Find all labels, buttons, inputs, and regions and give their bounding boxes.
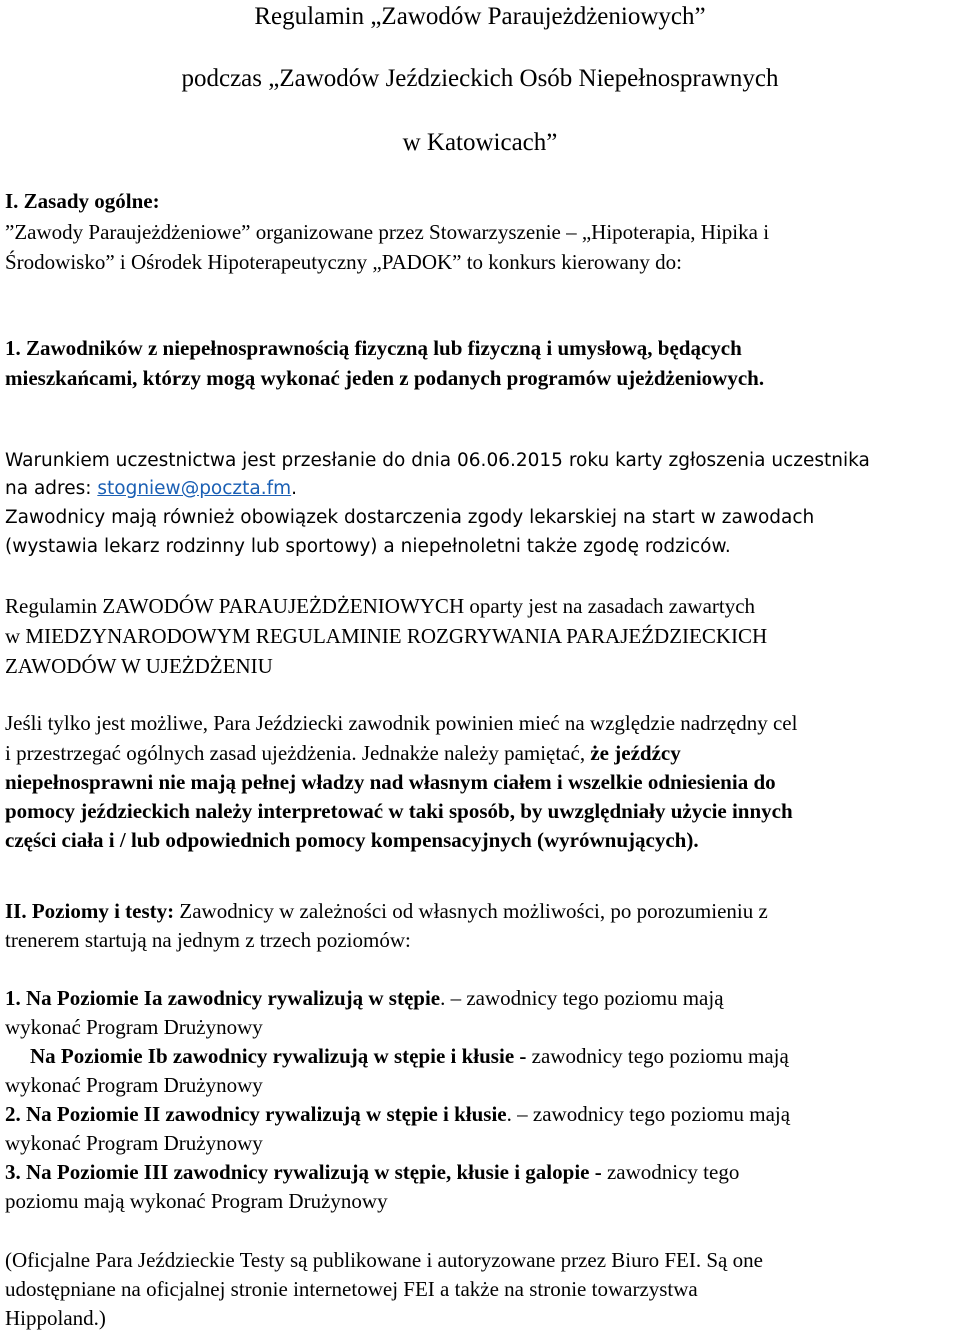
intro-line-1: ”Zawody Paraujeżdżeniowe” organizowane przez Stowarzyszenie – „Hipoterapia, Hipika i [5,220,770,244]
level-ia-line-1 [5,988,724,1009]
section-1-heading: I. Zasady ogólne: [5,189,160,213]
official-line-1: (Oficjalne Para Jeździeckie Testy są publikowane i autoryzowane przez Biuro FEI. Są one [5,1248,763,1272]
section-2-intro: Zawodnicy w zależności od własnych możliwości, po porozumieniu z [174,899,768,923]
section-2-intro-line-2: trenerem startują na jednym z trzech poziomów: [5,928,411,952]
section-2-heading: II. Poziomy i testy: [5,899,175,923]
level-ib-title: Na Poziomie Ib zawodnicy rywalizują w stępie i kłusie - [30,1044,527,1068]
principle-line-3: niepełnosprawni nie mają pełnej władzy nad własnym ciałem i wszelkie odniesienia do [5,770,776,794]
level-ib-desc: zawodnicy tego poziomu mają [526,1044,789,1068]
title-line-3: w Katowicach” [402,129,558,156]
level-ib-line-1 [30,1046,789,1067]
level-ia-title: 1. Na Poziomie Ia zawodnicy rywalizują w stępie [5,986,441,1010]
condition-line-3: Zawodnicy mają również obowiązek dostarczenia zgody lekarskiej na start w zawodach [5,507,815,528]
level-ii-desc: . – zawodnicy tego poziomu mają [506,1102,791,1126]
principle-line-4: pomocy jeździeckich należy interpretować w taki sposób, by uwzględniały użycie innych [5,799,793,823]
level-iii-desc: zawodnicy tego [601,1160,740,1184]
level-iii-line-2: poziomu mają wykonać Program Drużynowy [5,1189,388,1213]
address-period: . [291,478,298,499]
condition-line-2 [5,480,297,499]
item-1-line-2: mieszkańcami, którzy mogą wykonać jeden z podanych programów ujeżdżeniowych. [5,366,765,390]
principle-line-2-bold: że jeźdźcy [590,741,681,765]
title-line-1: Regulamin „Zawodów Paraujeżdżeniowych” [254,3,706,30]
regulation-line-1: Regulamin ZAWODÓW PARAUJEŻDŻENIOWYCH oparty jest na zasadach zawartych [5,594,756,618]
condition-line-1: Warunkiem uczestnictwa jest przesłanie do dnia 06.06.2015 roku karty zgłoszenia uczestnika [5,450,870,471]
level-ia-desc: . – zawodnicy tego poziomu mają [440,986,724,1010]
level-iii-line-1 [5,1162,739,1183]
level-ia-line-2: wykonać Program Drużynowy [5,1015,263,1039]
official-line-3: Hippoland.) [5,1306,106,1330]
level-ib-line-2: wykonać Program Drużynowy [5,1073,263,1097]
intro-line-2: Środowisko” i Ośrodek Hipoterapeutyczny „PADOK” to konkurs kierowany do: [5,250,682,274]
section-2-intro-line-1 [5,901,768,922]
condition-line-4: (wystawia lekarz rodzinny lub sportowy) a niepełnoletni także zgodę rodziców. [5,536,731,557]
level-ii-line-2: wykonać Program Drużynowy [5,1131,263,1155]
title-line-2: podczas „Zawodów Jeździeckich Osób Niepełnosprawnych [181,65,779,92]
email-link[interactable]: stogniew@poczta.fm [97,478,292,499]
official-line-2: udostępniane na oficjalnej stronie internetowej FEI a także na stronie towarzystwa [5,1277,698,1301]
principle-line-1: Jeśli tylko jest możliwe, Para Jeździecki zawodnik powinien mieć na względzie nadrzędny cel [5,711,798,735]
level-iii-title: 3. Na Poziomie III zawodnicy rywalizują w stępie, kłusie i galopie - [5,1160,602,1184]
principle-line-2 [5,743,681,764]
regulation-line-2: w MIEDZYNARODOWYM REGULAMINIE ROZGRYWANIA PARAJEŹDZIECKICH [5,624,768,648]
principle-line-5: części ciała i / lub odpowiednich pomocy kompensacyjnych (wyrównujących). [5,828,699,852]
principle-line-2-regular: i przestrzegać ogólnych zasad ujeżdżenia. Jednakże należy pamiętać, [5,741,586,765]
level-ii-title: 2. Na Poziomie II zawodnicy rywalizują w stępie i kłusie [5,1102,507,1126]
regulation-line-3: ZAWODÓW W UJEŻDŻENIU [5,654,273,678]
item-1-line-1: 1. Zawodników z niepełnosprawnością fizyczną lub fizyczną i umysłową, będących [5,336,742,360]
level-ii-line-1 [5,1104,790,1125]
address-label: na adres: [5,478,98,499]
